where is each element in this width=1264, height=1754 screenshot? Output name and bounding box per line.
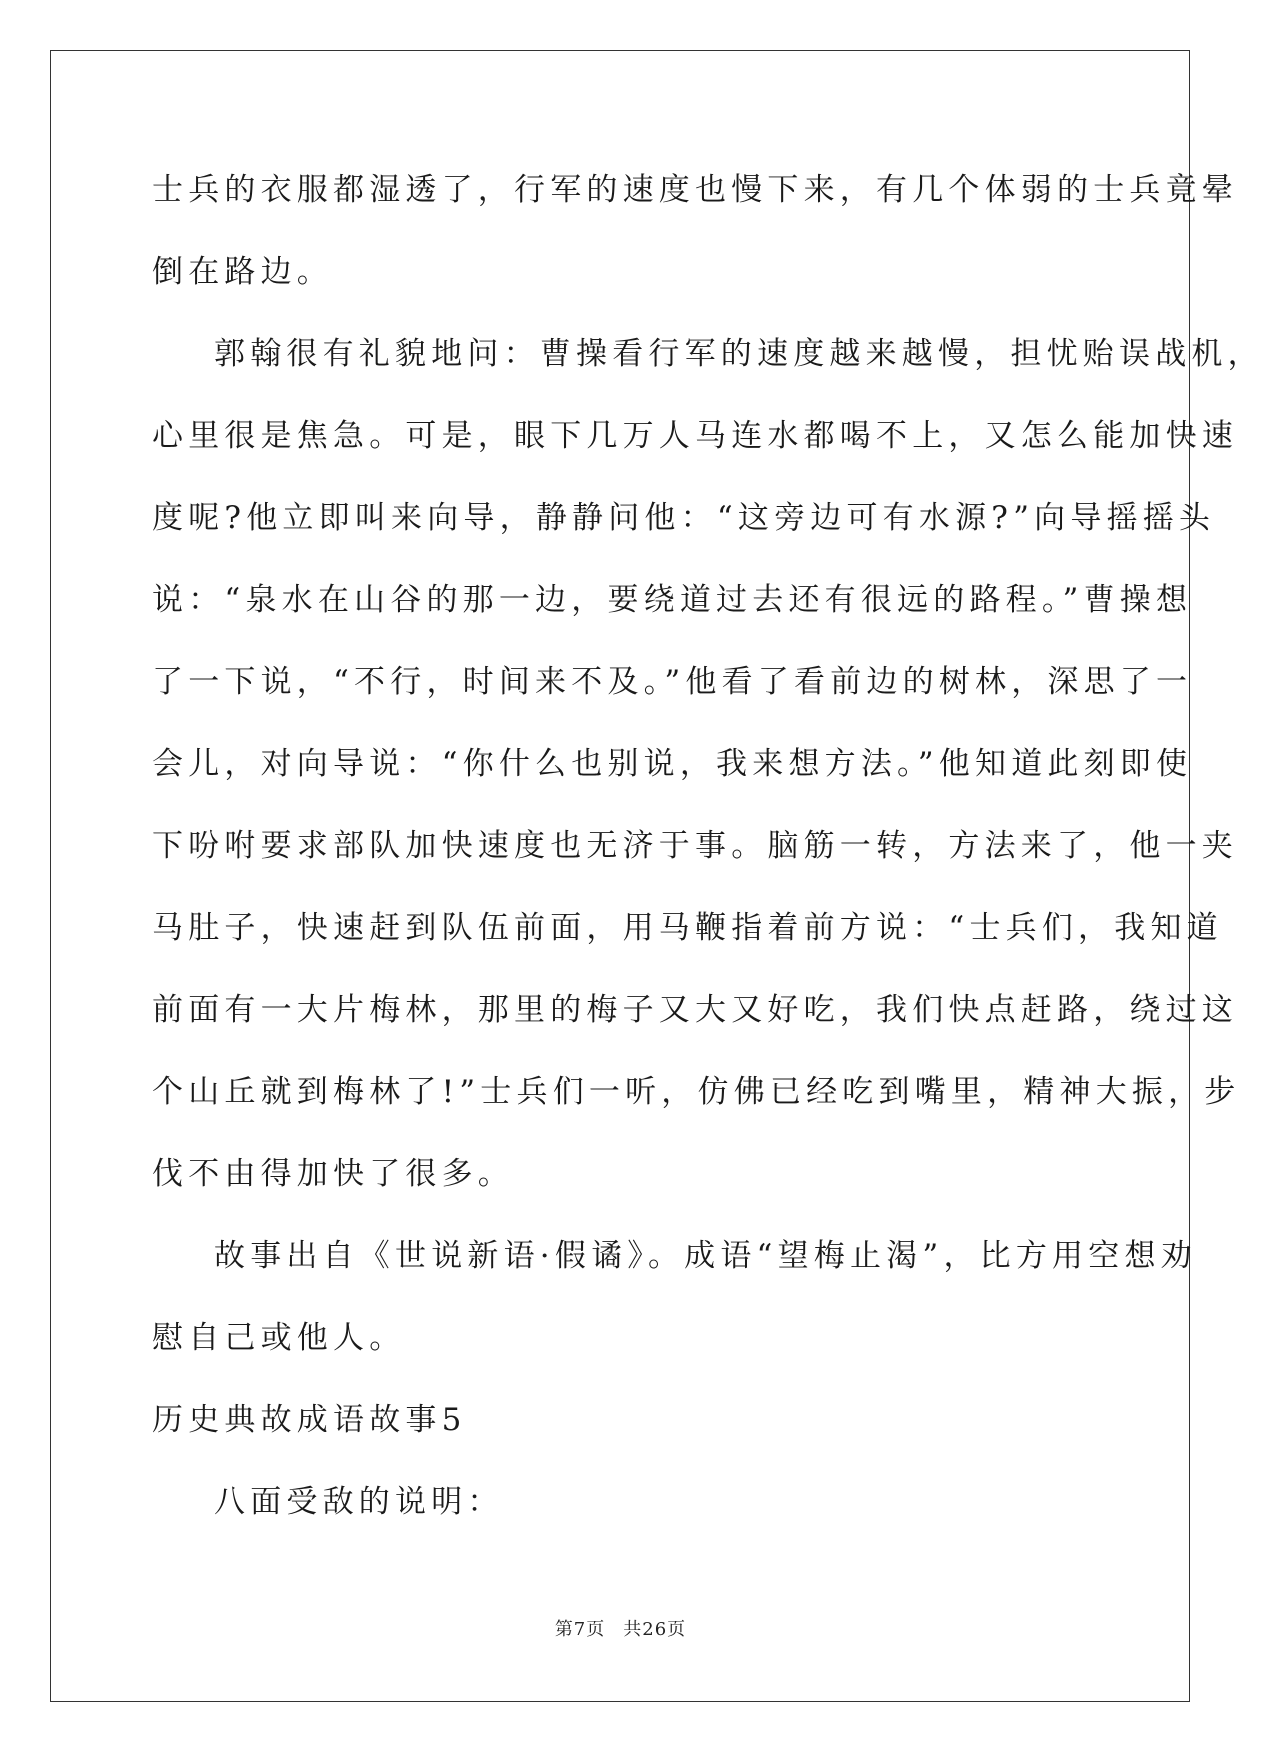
text-line: 心里很是焦急。可是，眼下几万人马连水都喝不上，又怎么能加快速 <box>152 418 1238 454</box>
text-line: 个山丘就到梅林了!”士兵们一听，仿佛已经吃到嘴里，精神大振，步 <box>152 1074 1241 1110</box>
text-line: 慰自己或他人。 <box>152 1320 406 1356</box>
page-footer <box>0 1615 1241 1641</box>
text-line: 了一下说，“不行，时间来不及。”他看了看前边的树林，深思了一 <box>152 664 1193 700</box>
section-heading: 历史典故成语故事5 <box>152 1402 467 1438</box>
text-line: 会儿，对向导说：“你什么也别说，我来想方法。”他知道此刻即使 <box>152 746 1193 782</box>
text-line: 度呢?他立即叫来向导，静静问他：“这旁边可有水源?”向导摇摇头 <box>152 500 1216 536</box>
text-line: 马肚子，快速赶到队伍前面，用马鞭指着前方说：“士兵们，我知道 <box>152 910 1223 946</box>
text-line: 士兵的衣服都湿透了，行军的速度也慢下来，有几个体弱的士兵竟晕 <box>152 172 1238 208</box>
text-line: 前面有一大片梅林，那里的梅子又大又好吃，我们快点赶路，绕过这 <box>152 992 1238 1028</box>
text-line: 下吩咐要求部队加快速度也无济于事。脑筋一转，方法来了，他一夹 <box>152 828 1238 864</box>
paragraph-start-line: 郭翰很有礼貌地问：曹操看行军的速度越来越慢，担忧贻误战机， <box>214 336 1264 372</box>
text-line: 说：“泉水在山谷的那一边，要绕道过去还有很远的路程。”曹操想 <box>152 582 1193 618</box>
paragraph-start-line: 故事出自《世说新语·假谲》。成语“望梅止渴”，比方用空想劝 <box>214 1238 1197 1274</box>
document-body <box>152 162 1264 1556</box>
text-line: 伐不由得加快了很多。 <box>152 1156 514 1192</box>
page-number: 第7页 <box>554 1619 606 1640</box>
paragraph-start-line: 八面受敌的说明： <box>214 1484 504 1520</box>
total-pages: 共26页 <box>623 1619 687 1640</box>
text-line: 倒在路边。 <box>152 254 333 290</box>
